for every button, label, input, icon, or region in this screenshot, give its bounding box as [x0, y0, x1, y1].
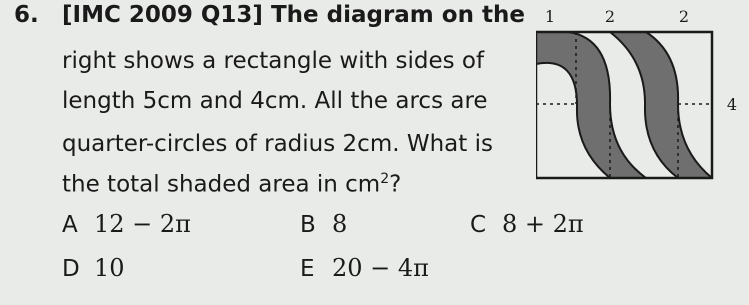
option-a[interactable]	[62, 210, 191, 238]
option-d[interactable]	[62, 254, 125, 282]
question-text-line-3: length 5cm and 4cm. All the arcs are	[62, 88, 488, 114]
option-c[interactable]	[470, 210, 584, 238]
question-text-line-5-end: ?	[389, 171, 402, 198]
question-text-line-5-main: the total shaded area in cm	[62, 171, 381, 198]
option-b-value: 8	[332, 210, 348, 238]
question-text-line-1: [IMC 2009 Q13] The diagram on the	[62, 2, 525, 28]
rectangle-arcs-diagram	[536, 2, 746, 186]
question-text-line-5	[62, 171, 401, 198]
question-text-line-4: quarter-circles of radius 2cm. What is	[62, 131, 493, 157]
option-a-value: 12 − 2π	[94, 210, 191, 238]
option-c-letter: C	[470, 212, 487, 238]
option-b-letter: B	[300, 212, 316, 238]
side-label-4: 4	[726, 95, 738, 114]
option-e-letter: E	[300, 256, 315, 282]
unit-superscript: 2	[380, 171, 390, 187]
top-label-2: 2	[604, 7, 616, 26]
top-label-3: 2	[678, 7, 690, 26]
option-c-value: 8 + 2π	[502, 210, 584, 238]
question-number: 6.	[14, 2, 39, 28]
option-d-letter: D	[62, 256, 80, 282]
option-b[interactable]	[300, 210, 347, 238]
option-e-value: 20 − 4π	[332, 254, 429, 282]
top-label-1: 1	[544, 7, 556, 26]
option-d-value: 10	[94, 254, 125, 282]
question-text-line-2: right shows a rectangle with sides of	[62, 48, 485, 74]
option-e[interactable]	[300, 254, 429, 282]
option-a-letter: A	[62, 212, 78, 238]
